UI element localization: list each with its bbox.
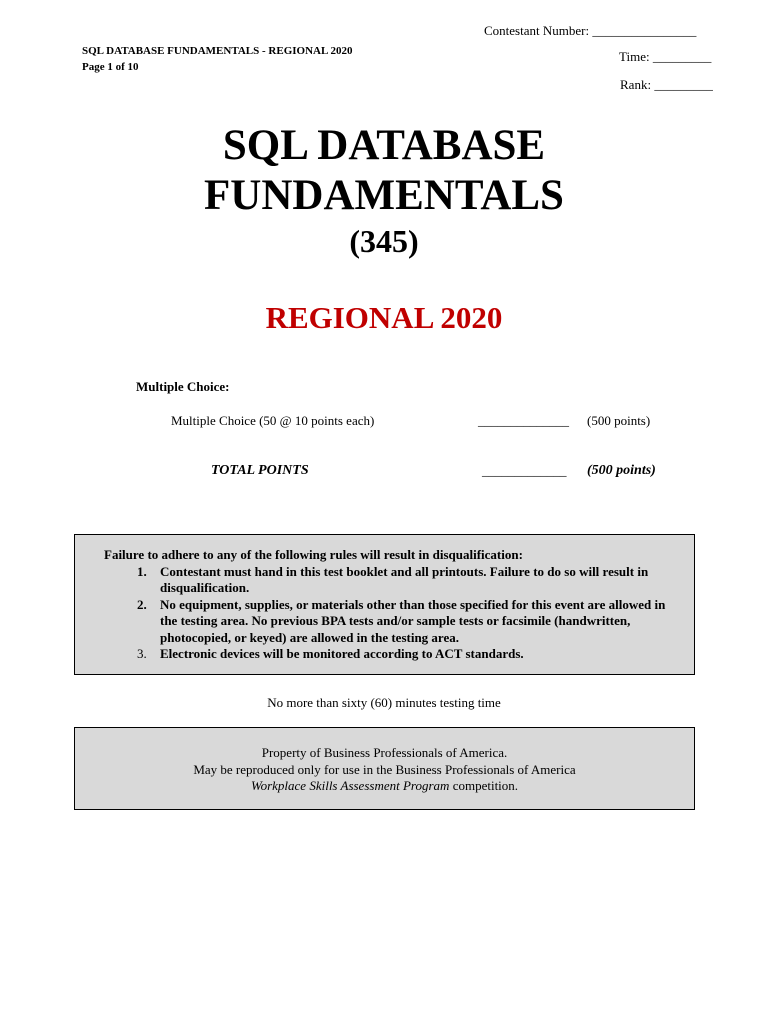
rank-blank: _________ xyxy=(654,77,713,92)
program-suffix: competition. xyxy=(449,778,519,793)
title-line-1: SQL DATABASE xyxy=(222,122,546,169)
property-line-1: Property of Business Professionals of America. xyxy=(261,745,508,760)
rule-item xyxy=(137,646,682,662)
multiple-choice-label: Multiple Choice (50 @ 10 points each) xyxy=(171,413,375,428)
competition-level: REGIONAL 2020 xyxy=(265,300,503,335)
multiple-choice-score-blank: ______________ xyxy=(478,413,569,428)
time-blank: _________ xyxy=(652,49,712,64)
rule-number: 3. xyxy=(137,646,147,661)
total-points-blank: _____________ xyxy=(482,463,567,478)
program-name: Workplace Skills Assessment Program xyxy=(250,778,450,793)
rank-field xyxy=(620,77,713,93)
property-line-3 xyxy=(74,778,695,795)
time-label: Time: xyxy=(619,49,650,64)
total-points-value: (500 points) xyxy=(587,463,656,478)
multiple-choice-heading: Multiple Choice: xyxy=(136,379,230,394)
time-field xyxy=(619,49,711,65)
rule-item xyxy=(137,597,682,646)
rule-text: Contestant must hand in this test booklet and all printouts. Failure to do so will result in disqualification. xyxy=(160,564,649,596)
rule-number: 2. xyxy=(137,597,147,612)
rank-label: Rank: xyxy=(620,77,652,92)
test-title xyxy=(0,121,768,261)
total-points-label: TOTAL POINTS xyxy=(211,463,309,478)
rules-intro: Failure to adhere to any of the following rules will result in disqualification: xyxy=(104,547,523,562)
rule-text: Electronic devices will be monitored according to ACT standards. xyxy=(160,646,524,661)
page-number: Page 1 of 10 xyxy=(82,61,139,73)
property-line-2: May be reproduced only for use in the Business Professionals of America xyxy=(193,761,576,777)
running-header-title: SQL DATABASE FUNDAMENTALS - REGIONAL 2020 xyxy=(82,45,353,57)
title-line-2: FUNDAMENTALS xyxy=(204,172,564,219)
rule-number: 1. xyxy=(137,564,147,579)
event-code: (345) xyxy=(349,223,419,259)
time-limit-note: No more than sixty (60) minutes testing time xyxy=(267,695,501,710)
rule-item xyxy=(137,564,682,597)
contestant-number-blank: ________________ xyxy=(592,23,697,38)
contestant-number-field xyxy=(484,23,696,39)
contestant-number-label: Contestant Number: xyxy=(484,23,590,38)
property-notice xyxy=(74,745,695,795)
multiple-choice-points: (500 points) xyxy=(587,413,651,428)
rule-text: No equipment, supplies, or materials other than those specified for this event are allowed in the testing area. No previous BPA tests and/or sample tests or facsimile (handwritten, photocopied, or keyed) are allowed in the testing area. xyxy=(160,597,666,645)
